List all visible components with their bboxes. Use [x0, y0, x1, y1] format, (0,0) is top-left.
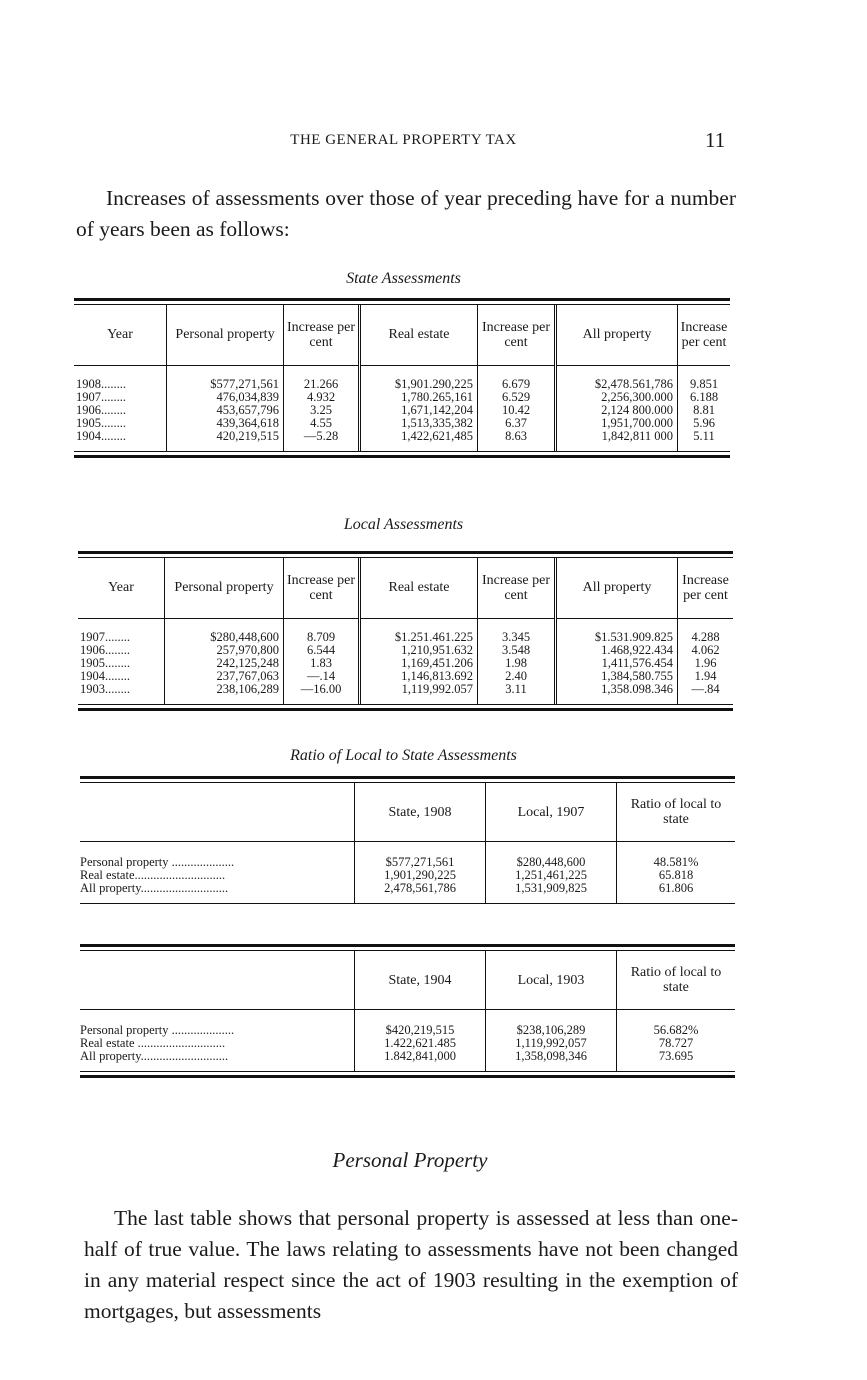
table-top-rule: [78, 551, 733, 558]
col-local: Local, 1903: [486, 951, 617, 1010]
local-cells: $280,448,600 1,251,461,225 1,531,909,825: [486, 842, 617, 904]
closing-paragraph: The last table shows that personal property is assessed at less than one-half of true value. The laws relating to assessments have not been changed in any material respect since the act of 1903 resulting in the exemption of mortgages, but assessments: [84, 1206, 738, 1323]
col-real-inc: Increase per cent: [478, 305, 556, 365]
col-personal: Personal property: [167, 305, 284, 365]
local-cells: $238,106,289 1,119,992,057 1,358,098,346: [486, 1010, 617, 1072]
table-body-row: [78, 618, 733, 704]
ratio-caption: Ratio of Local to State Assessments: [290, 747, 517, 764]
col-all-inc: Increase per cent: [678, 305, 731, 365]
all-cells: $2,478.561,786 2,256,300.000 2,124 800.000 1,951,700.000 1,842,811 000: [556, 365, 678, 451]
table-body-row: [74, 365, 730, 451]
section-title: Personal Property: [332, 1148, 488, 1172]
personal-cells: $280,448,600 257,970,800 242,125,248 237,767,063 238,106,289: [165, 618, 284, 704]
local-assessments-caption: Local Assessments: [343, 516, 464, 533]
col-real: Real estate: [360, 558, 478, 618]
year-cells: 1907........ 1906........ 1905........ 1904........ 1903........: [80, 629, 130, 696]
state-cells: $420,219,515 1.422,621.485 1.842,841,000: [355, 1010, 486, 1072]
state-assessments-caption: State Assessments: [346, 270, 461, 287]
year-cells: 1908........ 1907........ 1906........ 1905........ 1904........: [76, 376, 126, 443]
item-cells: Personal property .................... Real estate............................. All property............................: [80, 855, 235, 895]
col-all: All property: [556, 558, 678, 618]
col-real-inc: Increase per cent: [478, 558, 556, 618]
table-bottom-rule: [74, 451, 730, 458]
col-ratio: Ratio of local to state: [617, 951, 736, 1010]
table-top-rule: [80, 776, 735, 783]
all-cells: $1.531.909.825 1.468,922.434 1,411,576.454 1,384,580.755 1,358.098.346: [556, 618, 678, 704]
intro-paragraph: Increases of assessments over those of year preceding have for a number of years been as follows:: [76, 186, 736, 241]
col-year: Year: [74, 305, 167, 365]
real-inc-cells: 6.679 6.529 10.42 6.37 8.63: [478, 365, 556, 451]
col-real: Real estate: [360, 305, 478, 365]
table-bottom-rule: [80, 903, 735, 904]
col-ratio: Ratio of local to state: [617, 783, 736, 842]
col-item: [80, 951, 355, 1010]
item-cells: Personal property .................... Real estate ............................ All property............................: [80, 1023, 235, 1063]
col-personal-inc: Increase per cent: [284, 558, 360, 618]
real-inc-cells: 3.345 3.548 1.98 2.40 3.11: [478, 618, 556, 704]
ratio-table-1908: [80, 776, 735, 904]
col-all-inc: Increase per cent: [678, 558, 734, 618]
running-head: THE GENERAL PROPERTY TAX: [290, 132, 517, 148]
col-item: [80, 783, 355, 842]
state-assessments-table: [74, 298, 730, 458]
real-cells: $1,901.290,225 1,780.265,161 1,671,142,204 1,513,335,382 1,422,621,485: [360, 365, 478, 451]
ratio-table-1904: [80, 944, 735, 1078]
col-personal-inc: Increase per cent: [284, 305, 360, 365]
all-inc-cells: 9.851 6.188 8.81 5.96 5.11: [678, 365, 731, 451]
col-local: Local, 1907: [486, 783, 617, 842]
personal-inc-cells: 8.709 6.544 1.83 —.14 —16.00: [284, 618, 360, 704]
col-personal: Personal property: [165, 558, 284, 618]
table-top-rule: [74, 298, 730, 305]
local-assessments-table: [78, 551, 733, 711]
ratio-cells: 56.682% 78.727 73.695: [617, 1010, 736, 1072]
state-cells: $577,271,561 1,901,290,225 2,478,561,786: [355, 842, 486, 904]
page-number: 11: [705, 128, 726, 152]
personal-cells: $577,271,561 476,034,839 453,657,796 439,364,618 420,219,515: [167, 365, 284, 451]
table-body-row: [80, 1010, 735, 1072]
col-state: State, 1904: [355, 951, 486, 1010]
table-top-rule: [80, 944, 735, 951]
col-year: Year: [78, 558, 165, 618]
table-bottom-rule: [80, 1071, 735, 1078]
personal-inc-cells: 21.266 4.932 3.25 4.55 —5.28: [284, 365, 360, 451]
all-inc-cells: 4.288 4.062 1.96 1.94 —.84: [678, 618, 734, 704]
real-cells: $1.251.461.225 1,210,951.632 1,169,451.206 1,146,813.692 1,119,992.057: [360, 618, 478, 704]
ratio-cells: 48.581% 65.818 61.806: [617, 842, 736, 904]
table-body-row: [80, 842, 735, 904]
table-bottom-rule: [78, 704, 733, 711]
col-state: State, 1908: [355, 783, 486, 842]
col-all: All property: [556, 305, 678, 365]
